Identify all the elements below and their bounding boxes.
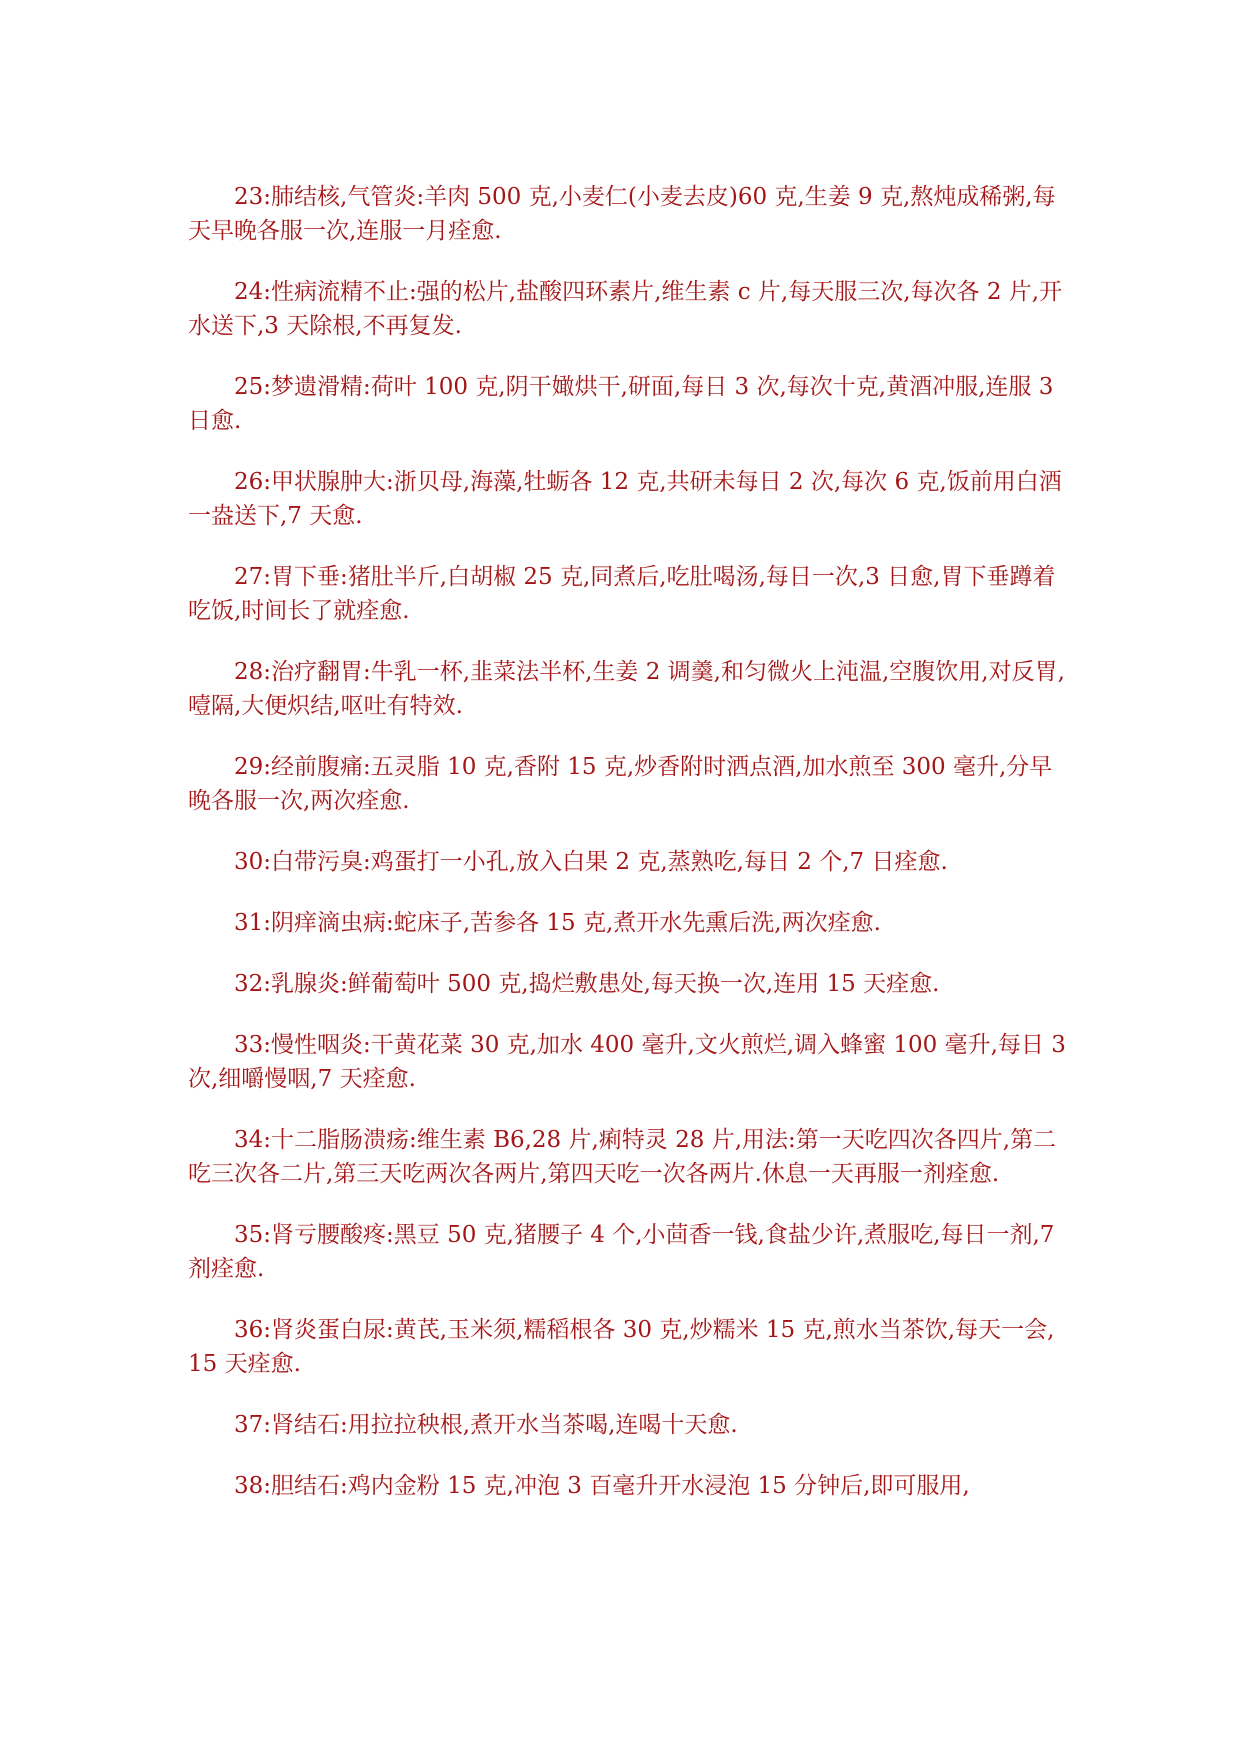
remedy-entry-32: 32:乳腺炎:鲜葡萄叶 500 克,捣烂敷患处,每天换一次,连用 15 天痊愈.	[234, 971, 940, 997]
remedy-entry-28: 28:治疗翻胃:牛乳一杯,韭菜法半杯,生姜 2 调羹,和匀微火上沌温,空腹饮用,对反胃,噎隔,大便炽结,呕吐有特效.	[188, 659, 1065, 719]
remedy-entry-35: 35:肾亏腰酸疼:黑豆 50 克,猪腰子 4 个,小茴香一钱,食盐少许,煮服吃,每日一剂,7 剂痊愈.	[188, 1222, 1055, 1282]
remedy-entry-26: 26:甲状腺肿大:浙贝母,海藻,牡蛎各 12 克,共研未每日 2 次,每次 6 克,饭前用白酒一盎送下,7 天愈.	[188, 469, 1062, 529]
remedy-entry-38: 38:胆结石:鸡内金粉 15 克,冲泡 3 百毫升开水浸泡 15 分钟后,即可服用,	[234, 1473, 970, 1499]
remedy-entry-36: 36:肾炎蛋白尿:黄芪,玉米须,糯稻根各 30 克,炒糯米 15 克,煎水当茶饮,每天一会,15 天痊愈.	[188, 1317, 1055, 1377]
remedy-entry-23: 23:肺结核,气管炎:羊肉 500 克,小麦仁(小麦去皮)60 克,生姜 9 克,熬炖成稀粥,每天早晚各服一次,连服一月痊愈.	[188, 184, 1056, 244]
remedy-entry-25: 25:梦遗滑精:荷叶 100 克,阴干㜟烘干,研面,每日 3 次,每次十克,黄酒冲服,连服 3 日愈.	[188, 374, 1054, 434]
remedy-entry-34: 34:十二脂肠溃疡:维生素 B6,28 片,痢特灵 28 片,用法:第一天吃四次各四片,第二吃三次各二片,第三天吃两次各两片,第四天吃一次各两片.休息一天再服一剂痊愈.	[188, 1127, 1057, 1187]
remedy-entry-27: 27:胃下垂:猪肚半斤,白胡椒 25 克,同煮后,吃肚喝汤,每日一次,3 日愈,胃下垂蹲着吃饭,时间长了就痊愈.	[188, 564, 1056, 624]
remedy-entry-33: 33:慢性咽炎:干黄花菜 30 克,加水 400 毫升,文火煎烂,调入蜂蜜 100 毫升,每日 3 次,细嚼慢咽,7 天痊愈.	[188, 1032, 1066, 1092]
remedy-entry-24: 24:性病流精不止:强的松片,盐酸四环素片,维生素 c 片,每天服三次,每次各 2 片,开水送下,3 天除根,不再复发.	[188, 279, 1063, 339]
remedy-entry-29: 29:经前腹痛:五灵脂 10 克,香附 15 克,炒香附时洒点酒,加水煎至 300 毫升,分早晚各服一次,两次痊愈.	[188, 754, 1053, 814]
remedy-entry-31: 31:阴痒滴虫病:蛇床子,苦参各 15 克,煮开水先熏后洗,两次痊愈.	[234, 910, 881, 936]
remedy-entry-30: 30:白带污臭:鸡蛋打一小孔,放入白果 2 克,蒸熟吃,每日 2 个,7 日痊愈.	[234, 849, 948, 875]
remedy-entry-37: 37:肾结石:用拉拉秧根,煮开水当茶喝,连喝十天愈.	[234, 1412, 738, 1438]
document-body	[188, 180, 1066, 1530]
